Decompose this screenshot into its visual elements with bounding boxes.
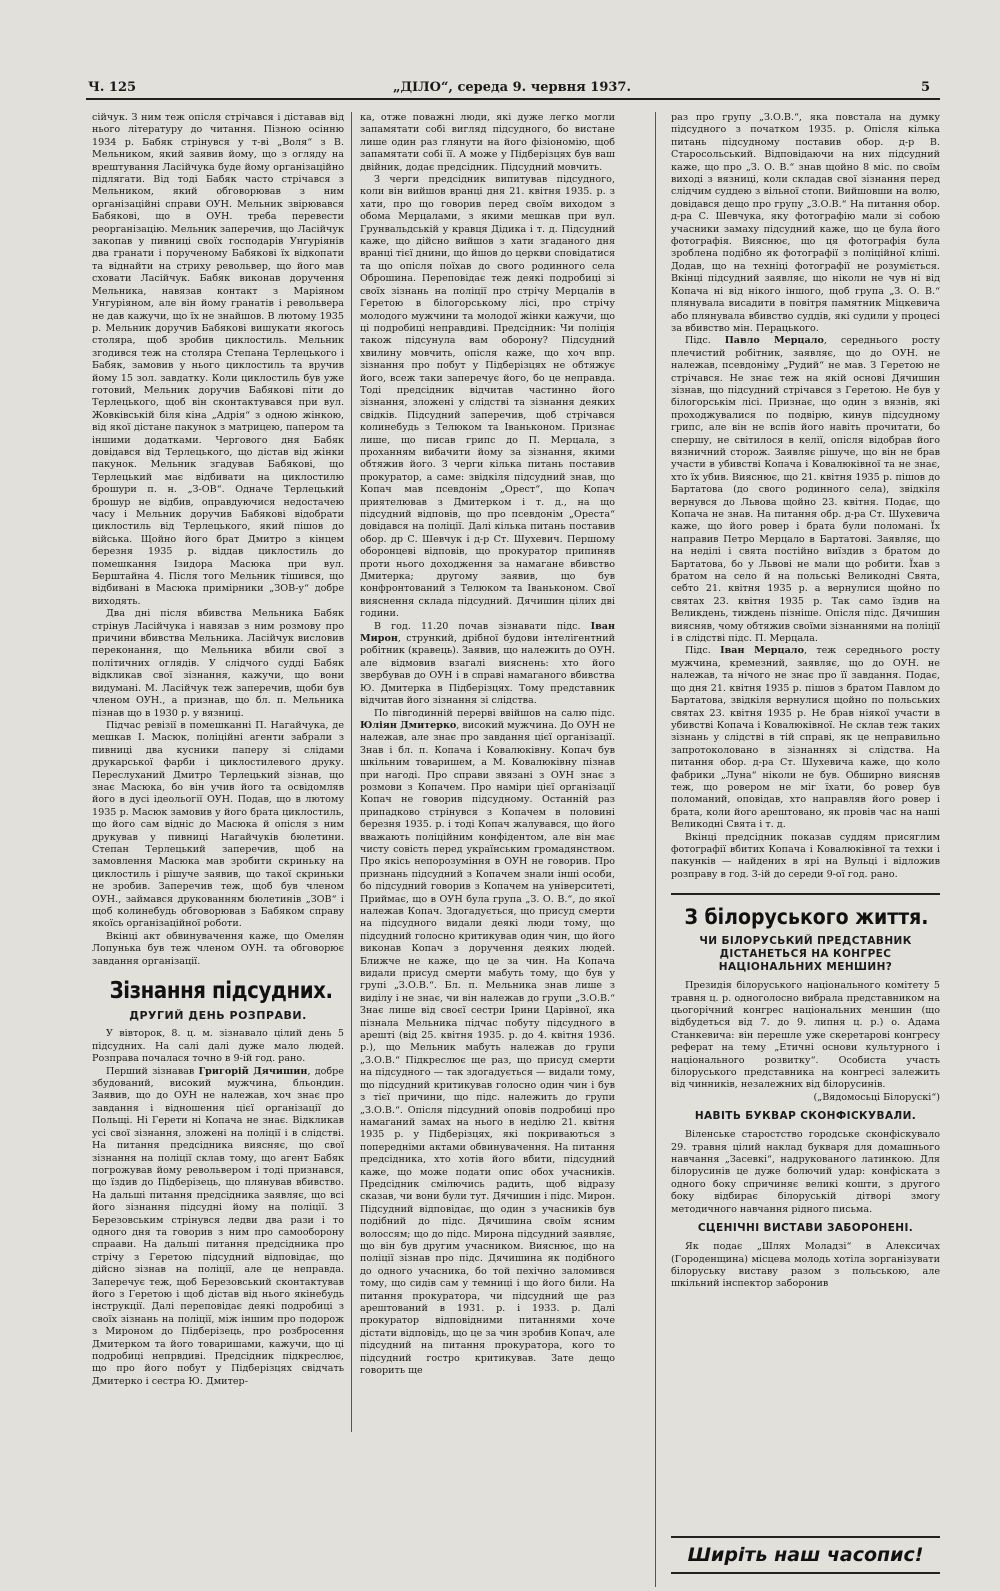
- article-subheading-congress: ЧИ БІЛОРУСЬКИЙ ПРЕДСТАВНИК ДІСТАНЕТЬСЯ НА КОНГРЕС НАЦІОНАЛЬНИХ МЕНШИН?: [699, 935, 912, 974]
- text-run: Підс.: [685, 645, 721, 657]
- col3-paragraph: Президія білоруського національного комітету 5 травня ц. р. одноголосно вибрала представником на цьогорічний конгрес національних меншин (що відбудеться від 7. до 9. липня ц. р.) о. Адама Станкевича: він перешле уже скеретарові конгресу реферат на тему „Етичні основи культурного і національного розвитку“. Особиста участь білоруського представника на конгресі залежить від чинників, незалежних від білорусинів.: [671, 980, 940, 1091]
- col1-paragraph: У вівторок, 8. ц. м. зізнавало цілий день 5 підсудних. На салі далі дуже мало людей. Розправа почалася точно в 9-ій год. рано.: [92, 1028, 344, 1065]
- col1-paragraph: Вкінці акт обвинувачення каже, що Омелян Лопунька був теж членом ОУН. та обговорює завдання організації.: [92, 930, 344, 967]
- page-header: [86, 80, 938, 100]
- col3-paragraph: раз про групу „З.О.В.“, яка повстала на думку підсудного з початком 1935. р. Опісля кілька питань підсудному поставив обор. д-р В. Старосольський. Відповідаючи на них підсудний каже, що про „З. О. В.“ знав щойно 8 міс. по своїм виході з вязниці, коли складав свої зізнання перед слідчим суддею з вільної стопи. Вийшовши на волю, довідався дещо про групу „З.О.В.“ На питання обор. д-ра С. Шевчука, яку фотографію мали зі собою учасники замаху підсудний каже, що це була його фотографія. Вияснює, що ця фотографія була зроблена подібно як фотографії з поліційної кліші. Додав, що на техніці фотографії не розуміється. Вкінці підсудний заявляє, що ніколи не чув ні від Копача ні від нікого іншого, щоб група „З. О. В.“ плянувала висадити в повітря памятник Міцкевича або плянувала вбивство суддів, які судили у процесі за вбивство мін. Перацького.: [671, 112, 940, 334]
- belarus-section: [671, 893, 940, 1291]
- text-run: По півгодинній перерві ввійшов на салю підс.: [374, 707, 615, 719]
- source-credit: („Вядомосьці Білорускі“): [813, 1091, 940, 1103]
- slogan-banner: Ширіть наш часопис!: [671, 1536, 940, 1574]
- col3-paragraph: [671, 645, 940, 831]
- text-run: , стрункий, дрібної будови інтелігентний робітник (кравець). Заявив, що належить до ОУН. але відмовив взагалі вияснень: хто його звербував до ОУН і в справі намаганого вбивства Ю. Дмитерка в Підберізцях. Тому представник відчитав його зізнання зі слідства.: [360, 633, 615, 707]
- text-run: , добре збудований, високий мужчина, бльондин. Заявив, що до ОУН не належав, хоч знає про завдання і відношення цієї організації до Польщі. Ні Герети ні Копача не знає. Відкликав усі свої зізнання, зложені на поліції і в слідстві. На питання предсідника виясняє, що свої зізнання на поліції склав тому, що агент Бабяк погрожував йому револьвером і тоді признався, що їздив до Підберізець, що плянував вбивство. На дальші питання предсідника заявляє, що всі його зізнання підсудні йому на поліції. З Березовським стрінувся ледви два рази і то одного дня та говорив з ним про самооборону спраави. На дальші питання предсідника про стрічу з Геретою підсудний відповідає, що дійсно зізнав на поліції, але це неправда. Заперечує теж, щоб Березовський сконтактував його з Геретою і щоб дістав від нього якінебудь інструкції. Далі переповідає деякі подробиці з своїх зізнань на поліції, між іншим про подорож з Мироном до Підберізець, про розбросення Дмитерком та його товаришами, кажучи, що ці подробиці непрвдиві. Предсідник підкреслює, що про його побут у Підберізцях свідчать Дмитерко і сестра Ю. Дмитер-: [92, 1065, 344, 1387]
- defendant-name: Іван Мирон: [360, 620, 615, 645]
- col2-paragraph: З черги предсідник випитував підсудного, коли він вийшов вранці дня 21. квітня 1935. р. з хати, про що говорив перед своїм виходом з обома Мерцалами, з якими мешкав при вул. Грунвальдській у кравця Дідика і т. д. Підсудний каже, що дійсно вийшов з хати згаданого дня вранці тієї днини, що йшов до церкви сповідатися та що опісля поїхав до свого родинного села Оброшина. Переповідає теж деякі подробиці зі своїх зізнань на поліції про стрічу Мерцалів в Геретою в білогорському лісі, про стрічу молодого мужчини та молодої жінки кажучи, що ці подробиці неправдиві. Предсідник: Чи поліція також підсунула вам оборону? Підсудний хвилину мовчить, опісля каже, що хоч впр. зізнання про побут у Підберізцях не обтяжує його, всеж таки заперечує його, бо це неправда. Тоді предсідник відчитав частинно його зізнання, зложені у слідстві та зізнання деяких свідків. Підсудний заперечив, щоб стрічався колинебудь з Телюком та Іваньконом. Признає лише, що писав грипс до П. Мерцала, з проханням вибачити йому за зізнання, якими обтяжив його. З черги кілька питань поставив прокуратор, а саме: звідкіля підсудний знав, що Копач мав псевдонім „Орест“, що Копач приятелював з Дмитерком і т. д., на що підсудний відповів, що про псевдонім „Ореста“ довідався на поліції. Далі кілька питань поставив обор. др С. Шевчук і д-р Ст. Шухевич. Першому оборонцеві відповів, що прокуратор припиняв проти нього доходження за намагане вбивство Дмитерка; другому заявив, що був конфронтований з Телюком та Іваньконом. Свої вияснення склада підсудний. Дячишин цілих дві години.: [360, 174, 615, 620]
- article-heading-belarus: З білоруського життя.: [684, 905, 929, 930]
- defendant-name: Юліян Дмитерко: [360, 719, 457, 731]
- text-run: Підс.: [685, 335, 725, 347]
- column-2: [360, 112, 615, 1422]
- col1-paragraph: Підчас ревізії в помешканні П. Нагайчука, де мешкав І. Масюк, поліційні агенти забрали з пивниці два кусники паперу зі слідами друкарської фарби і циклостилевого друку. Переслуханий Дмитро Терлецький зізнав, що знає Масюка, бо він учив його та освідомляв його в дусі ідеольогії ОУН. Подав, що в лютому 1935 р. Масюк замовив у його брата циклостиль, що його сам відніс до Масюка й опісля з ним друкував у пивниці Нагайчуків бюлетини. Степан Терлецький заперечив, щоб на замовлення Масюка мав зробити скриньку на циклостиль і рішуче заявив, що такої скриньки не зробив. Заперечив теж, щоб був членом ОУН., займався друкованням бюлетинів „ЗОВ“ і щоб колинебудь обговорював з Бабяком справу якоїсь організаційної роботи.: [92, 719, 344, 930]
- col2-paragraph: [360, 708, 615, 1378]
- text-run: Перший зізнавав: [106, 1065, 199, 1077]
- col2-paragraph: [360, 621, 615, 708]
- col2-paragraph: ка, отже поважні люди, які дуже легко могли запамятати собі вигляд підсудного, бо вистане лише один раз глянути на його фізіономію, щоб запамятати собі її. А може у Підберізцях був ваш двійник, додає предсідник. Підсудний мовчить.: [360, 112, 615, 173]
- col3-paragraph: Вкінці предсідник показав суддям присяглим фотографії вбитих Копача і Ковалюківної та техки і пакунків — найдених в ярі на Вульці і відложив розправу в год. 3-ій до середи 9-ої год. рано.: [671, 831, 940, 880]
- defendant-name: Іван Мерцало: [720, 645, 804, 657]
- column-3: [671, 112, 940, 1582]
- col1-paragraph: сійчук. З ним теж опісля стрічався і діставав від нього літературу до читання. Пізною осінню 1934 р. Бабяк стрінувся у т-ві „Воля“ з В. Мельником, який заявив йому, що з огляду на врештування Ласійчука буде йому організаційно підлягати. Від тоді Бабяк часто стрічався з Мельником, який обговорював з ним організаційні справи ОУН. Мельник звірювався Бабякові, що в ОУН. треба перевести реорганізацію. Мельник заперечив, що Ласійчук закопав у пивниці своїх господарів Унгуріянів два гранати і порученому Бабякові їх відкопати та віднайти на стриху револьвер, що його мав сховати Ласійчук. Бабяк виконав доручення Мельника, навязав контакт з Маріяном Унгуріяном, але він йому гранатів і револьвера не дав кажучи, що їх не знайшов. В лютому 1935 р. Мельник доручив Бабякові вишукати якогось столяра, щоб зробив циклостиль. Мельник згодився теж на столяра Степана Терлецького і Бабяк, замовив у нього циклостиль та вручив йому 15 зол. завдатку. Коли циклостиль був уже готовий, Мельник доручив Бабякові піти до Терлецького, щоб він сконтактувався при вул. Жовківській біля кіна „Адрія“ з одною жінкою, від якої дістане пакунок з матрицею, папером та іншими додатками. Чергового дня Бабяк довідався від Терлецького, що дістав від жінки пакунок. Мельник згадував Бабякові, що Терлецький має відбивати на циклостилю брошури п. н. „З-ОВ“. Одначе Терлецький брошур не відбив, оправдуючися недостачею часу і Мельник доручив Бабякові відобрати циклостиль від Терлецького, який пішов до війська. Щойно його брат Дмитро з кінцем березня 1935 р. віддав циклостиль до помешкання Ізидора Масюка при вул. Берштайна 4. Після того Мельник тішився, що відбивані в Масюка примірники „ЗОВ-у“ добре виходять.: [92, 112, 344, 607]
- defendant-name: Павло Мерцало: [724, 335, 824, 347]
- column-divider-1: [351, 112, 352, 1432]
- article-heading-testimony: Зізнання підсудних.: [109, 978, 333, 1005]
- col3-paragraph: [671, 335, 940, 645]
- text-run: , високий мужчина. До ОУН не належав, але знає про завдання цієї організації. Знав і бл. п. Копача і Ковалюківну. Копач був шкільним товаришем, а М. Ковалюківну пізнав при нагоді. Про справи звязані з ОУН знає з розмови з Копачем. Про наміри цієї організації Копач не говорив підсудному. Останній раз припадково стрінувся з Копачем в половині березня 1935. р. і тоді Копач жалувався, що його вважають поліційним конфідентом, але він має чисту совість перед українським громадянством. Про якісь непорозуміння в ОУН не говорив. Про признань підсудний з Копачем знали інші особи, бо підсудний говорив з Копачем на університеті, Приймає, що в ОУН була група „З. О. В.“, до якої належав Копач. Здогадується, що присуд смерти на підсудного видали деякі люди тому, що підсудний голосно критикував один чин, що його виконав Копач з доручення деяких людей. Ближче не каже, що це за чин. На Копача видали присуд смерти мабуть тому, що був у групі „З.О.В.“. Бл. п. Мельника знав лише з виділу і не знає, чи він належав до групи „З.О.В.“ Знає лише від своєї сестри Ірини Царівної, яка пізнала Мельника підчас побуту підсудного в арешті (від 25. квітня 1935. р. до 4. квітня 1936. р.), що Мельник мабуть належав до групи „З.О.В.“ Підкреслює ще раз, що присуд смерти на підсудного — так здогадується — видали тому, що підсудний критикував голосно один чин і був з тієї причини, що підс. належить до групи „З.О.В.“. Опісля підсудний оповів подробиці про намаганий замах на нього в неділю 21. квітня 1935 р. у Підберізцях, які покриваються з попередніми актами обвинувачення. На питання предсідника, хто хотів його вбити, підсудний каже, що може подати опис обох учасників. Предсідник смілючись радить, щоб відразу сказав, чи вони були тут. Дячишин і підс. Мирон. Підсудний відповідає, що один з учасників був подібний до підс. Дячишина своїм ясним волоссям; що до підс. Мирона підсудний заявляє, що він був другим учасником. Вияснює, що на поліції зізнав про підс. Дячишина як подібного до одного учасника, бо той пехічно заломився тому, що сидів сам у темниці і що його били. На питання прокуратора, чи підсудний ще раз арештований в 1931. р. і 1933. р. Далі прокуратор відповідними питаннями хоче дістати відповідь, що це за чин зробив Копач, але підсудний на питання прокуратора, кого то підсудний гостро критикував. Зате дещо говорить ще: [360, 719, 615, 1377]
- text-run: , теж середнього росту мужчина, кремезний, заявляє, що до ОУН. не належав, та нічого не знає про її завдання. Подає, що дня 21. квітня 1935 р. пішов з братом Павлом до Бартатова, звідкіля вернулися щойно по польських святах 23. квітня 1935 р. Не брав ніякої участи в убивстві Копача і Ковалюківної. Не склав теж таких зізнань у слідстві в тій справі, як це неправильно запротоколовано в зізнаннях зі слідства. На питання обор. д-ра Ст. Шухевича каже, що коло фабрики „Луна“ ніколи не був. Обширно виясняв теж, що ровером не міг їхати, бо ровер був поломаний, оповідав, хто направляв його ровер і брата, коли його арештовано, як провів час на наші Великодні Свята і т. д.: [671, 645, 940, 831]
- column-divider-2: [655, 112, 656, 1587]
- issue-number: Ч. 125: [88, 80, 137, 95]
- col3-paragraph: Як подає „Шлях Моладзі“ в Алексичах (Городенщина) місцева молодь хотіла зорганізувати білоруську виставу разом з польською, але шкільний інспектор заборонив: [671, 1241, 940, 1290]
- column-1: [92, 112, 344, 1442]
- article-subheading-primer: НАВІТЬ БУКВАР СКОНФІСКУВАЛИ.: [694, 1110, 917, 1123]
- page-number: 5: [920, 80, 930, 95]
- col3-paragraph: Віленське старостство городське сконфіскувало 29. травня цілий наклад букваря для домашнього навчання „Засевкі“, надрукованого латинкою. Для білорусинів це дуже болючий удар: конфіската з одного боку спричиняє великі кошти, з другого боку відбирає білоруській дітворі змогу методичного навчання рідного письма.: [671, 1129, 940, 1215]
- col1-paragraph: Два дні після вбивства Мельника Бабяк стрінув Ласійчука і навязав з ним розмову про причини вбивства Мельника. Ласійчук висловив переконання, що Мельника вбили свої з політичних оглядів. У слідчого судді Бабяк відкликав свої зізнання, кажучи, що вони видумані. М. Ласійчук теж заперечив, щоби був членом ОУН., а признав, що бл. п. Мельника пізнав що в 1930 р. у вязниці.: [92, 608, 344, 719]
- masthead-date: „ДІЛО“, середа 9. червня 1937.: [393, 80, 631, 95]
- text-run: , середнього росту плечистий робітник, заявляє, що до ОУН. не належав, псевдоніму „Рудий“ не мав. З Геретою не стрічався. Не знає теж на якій основі Дячишин зізнав, що підсудний стрічався з Геретою. Не був у білогорськім лісі. Признає, що один з вязнів, які проходжувалися по подвірю, кинув підсудному грипс, але він не вспів його навіть прочитати, бо спершу, не світилося в келії, опісля відобрав його вязничний сторож. Заявляє рішуче, що він не брав участи в убивстві Копача і Ковалюківної та не знає, хто їх убив. Вияснює, що 21. квітня 1935 р. пішов до Бартатова (до свого родинного села), звідкіля вернувся до Львова щойно 23. квітня. Подає, що Копача не знав. На питання обр. д-ра Ст. Шухевича каже, що його ровер і брата були поломані. Їх направив Петро Мерцало в Бартатові. Заявляє, що на неділі і свята постійно виїздив з братом до Бартатова, бо у Львові не мали що робити. Їхав з братом на село й на польські Великодні Свята, себто 21. квітня 1935 р. а вернулися щойно по святах 23. квітня 1935 р. Так само їздив на Великдень, тиждень пізніше. Опісля підс. Дячишин виясняв, чому обтяжив своїми зізнаннями на поліції і в слідстві підс. П. Мерцала.: [671, 335, 940, 645]
- article-subheading-second-day: ДРУГИЙ ДЕНЬ РОЗПРАВИ.: [129, 1009, 307, 1023]
- article-subheading-plays: СЦЕНІЧНІ ВИСТАВИ ЗАБОРОНЕНІ.: [697, 1222, 914, 1235]
- defendant-name: Григорій Дячишин: [198, 1065, 308, 1077]
- text-run: В год. 11.20 почав зізнавати підс.: [374, 620, 591, 632]
- header-rule: [86, 98, 940, 100]
- col1-paragraph: [92, 1066, 344, 1389]
